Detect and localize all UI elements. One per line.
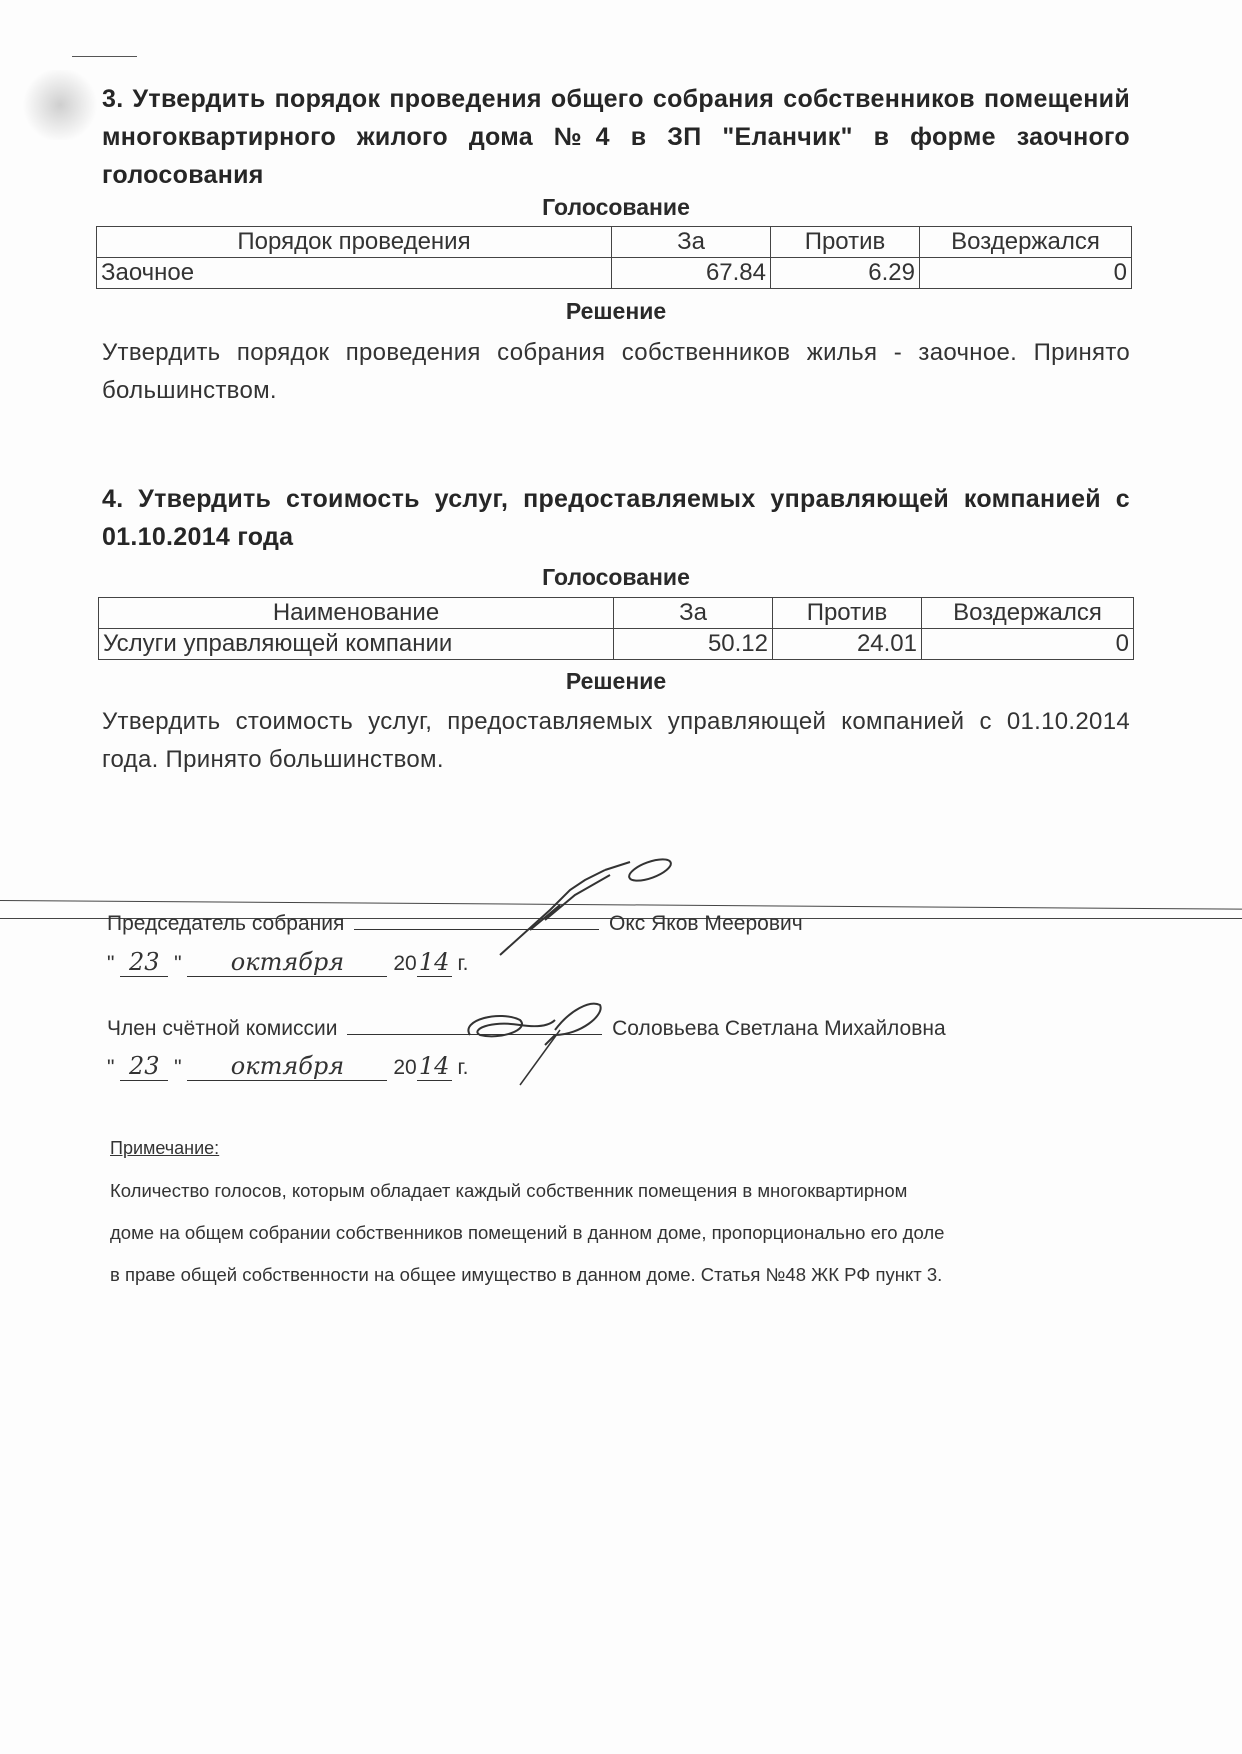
section-4-vote-table <box>98 597 1134 660</box>
note-text <box>110 1170 1140 1296</box>
commission-date <box>107 1052 468 1081</box>
date-year-abbrev: г. <box>457 952 469 975</box>
table-header-row <box>99 598 1134 629</box>
note-label: Примечание: <box>110 1138 220 1158</box>
table-cell: 6.29 <box>771 258 920 289</box>
quote-mark: " <box>174 1056 182 1079</box>
table-cell: 0 <box>922 629 1134 660</box>
section-4-heading: 4. Утвердить стоимость услуг, предоставляемых управляющей компанией с 01.10.2014 года <box>102 485 1130 551</box>
note-line: в праве общей собственности на общее имущество в данном доме. Статья №48 ЖК РФ пункт 3. <box>110 1264 943 1285</box>
quote-mark: " <box>107 1056 115 1079</box>
column-header: За <box>614 598 773 629</box>
column-header: Наименование <box>99 598 614 629</box>
chairman-signature-row <box>107 912 803 936</box>
note-line: доме на общем собрании собственников помещений в данном доме, пропорционально его доле <box>110 1222 945 1243</box>
section-4-voting-title: Голосование <box>542 564 690 590</box>
table-cell: 50.12 <box>614 629 773 660</box>
date-day: 23 <box>120 1052 168 1081</box>
chairman-role: Председатель собрания <box>107 912 345 935</box>
section-3-vote-table <box>96 226 1132 289</box>
chairman-name: Окс Яков Меерович <box>609 912 803 935</box>
column-header: Порядок проведения <box>97 227 612 258</box>
section-3-decision-title: Решение <box>565 298 667 324</box>
date-year-prefix: 20 <box>393 952 417 975</box>
table-cell: 24.01 <box>773 629 922 660</box>
scan-artifact <box>20 70 100 140</box>
table-cell: Услуги управляющей компании <box>99 629 614 660</box>
section-4-decision-text: Утвердить стоимость услуг, предоставляемых управляющей компанией с 01.10.2014 года. Принято большинством. <box>102 708 1130 773</box>
quote-mark: " <box>174 952 182 975</box>
date-month: октября <box>187 1052 387 1081</box>
section-4-decision-title: Решение <box>565 668 667 694</box>
scan-rule <box>72 56 137 57</box>
section-3-decision-text: Утвердить порядок проведения собрания собственников жилья - заочное. Принято большинством. <box>102 339 1130 404</box>
section-3-heading: 3. Утвердить порядок проведения общего собрания собственников помещений многоквартирного жилого дома №4 в ЗП "Еланчик" в форме заочного голосования <box>102 85 1130 189</box>
chairman-date <box>107 948 468 977</box>
chairman-signature <box>490 850 690 960</box>
date-year-suffix: 14 <box>417 1052 452 1081</box>
column-header: Против <box>773 598 922 629</box>
quote-mark: " <box>107 952 115 975</box>
table-cell: 0 <box>920 258 1132 289</box>
date-year-abbrev: г. <box>457 1056 469 1079</box>
column-header: Воздержался <box>922 598 1134 629</box>
commission-role: Член счётной комиссии <box>107 1017 338 1040</box>
column-header: Против <box>771 227 920 258</box>
table-cell: 67.84 <box>612 258 771 289</box>
table-cell: Заочное <box>97 258 612 289</box>
date-day: 23 <box>120 948 168 977</box>
table-row <box>99 629 1134 660</box>
date-month: октября <box>187 948 387 977</box>
column-header: Воздержался <box>920 227 1132 258</box>
commission-name: Соловьева Светлана Михайловна <box>612 1017 946 1040</box>
table-header-row <box>97 227 1132 258</box>
table-row <box>97 258 1132 289</box>
section-3-voting-title: Голосование <box>542 194 690 220</box>
date-year-prefix: 20 <box>393 1056 417 1079</box>
column-header: За <box>612 227 771 258</box>
date-year-suffix: 14 <box>417 948 452 977</box>
note-line: Количество голосов, которым обладает каждый собственник помещения в многоквартирном <box>110 1180 908 1201</box>
